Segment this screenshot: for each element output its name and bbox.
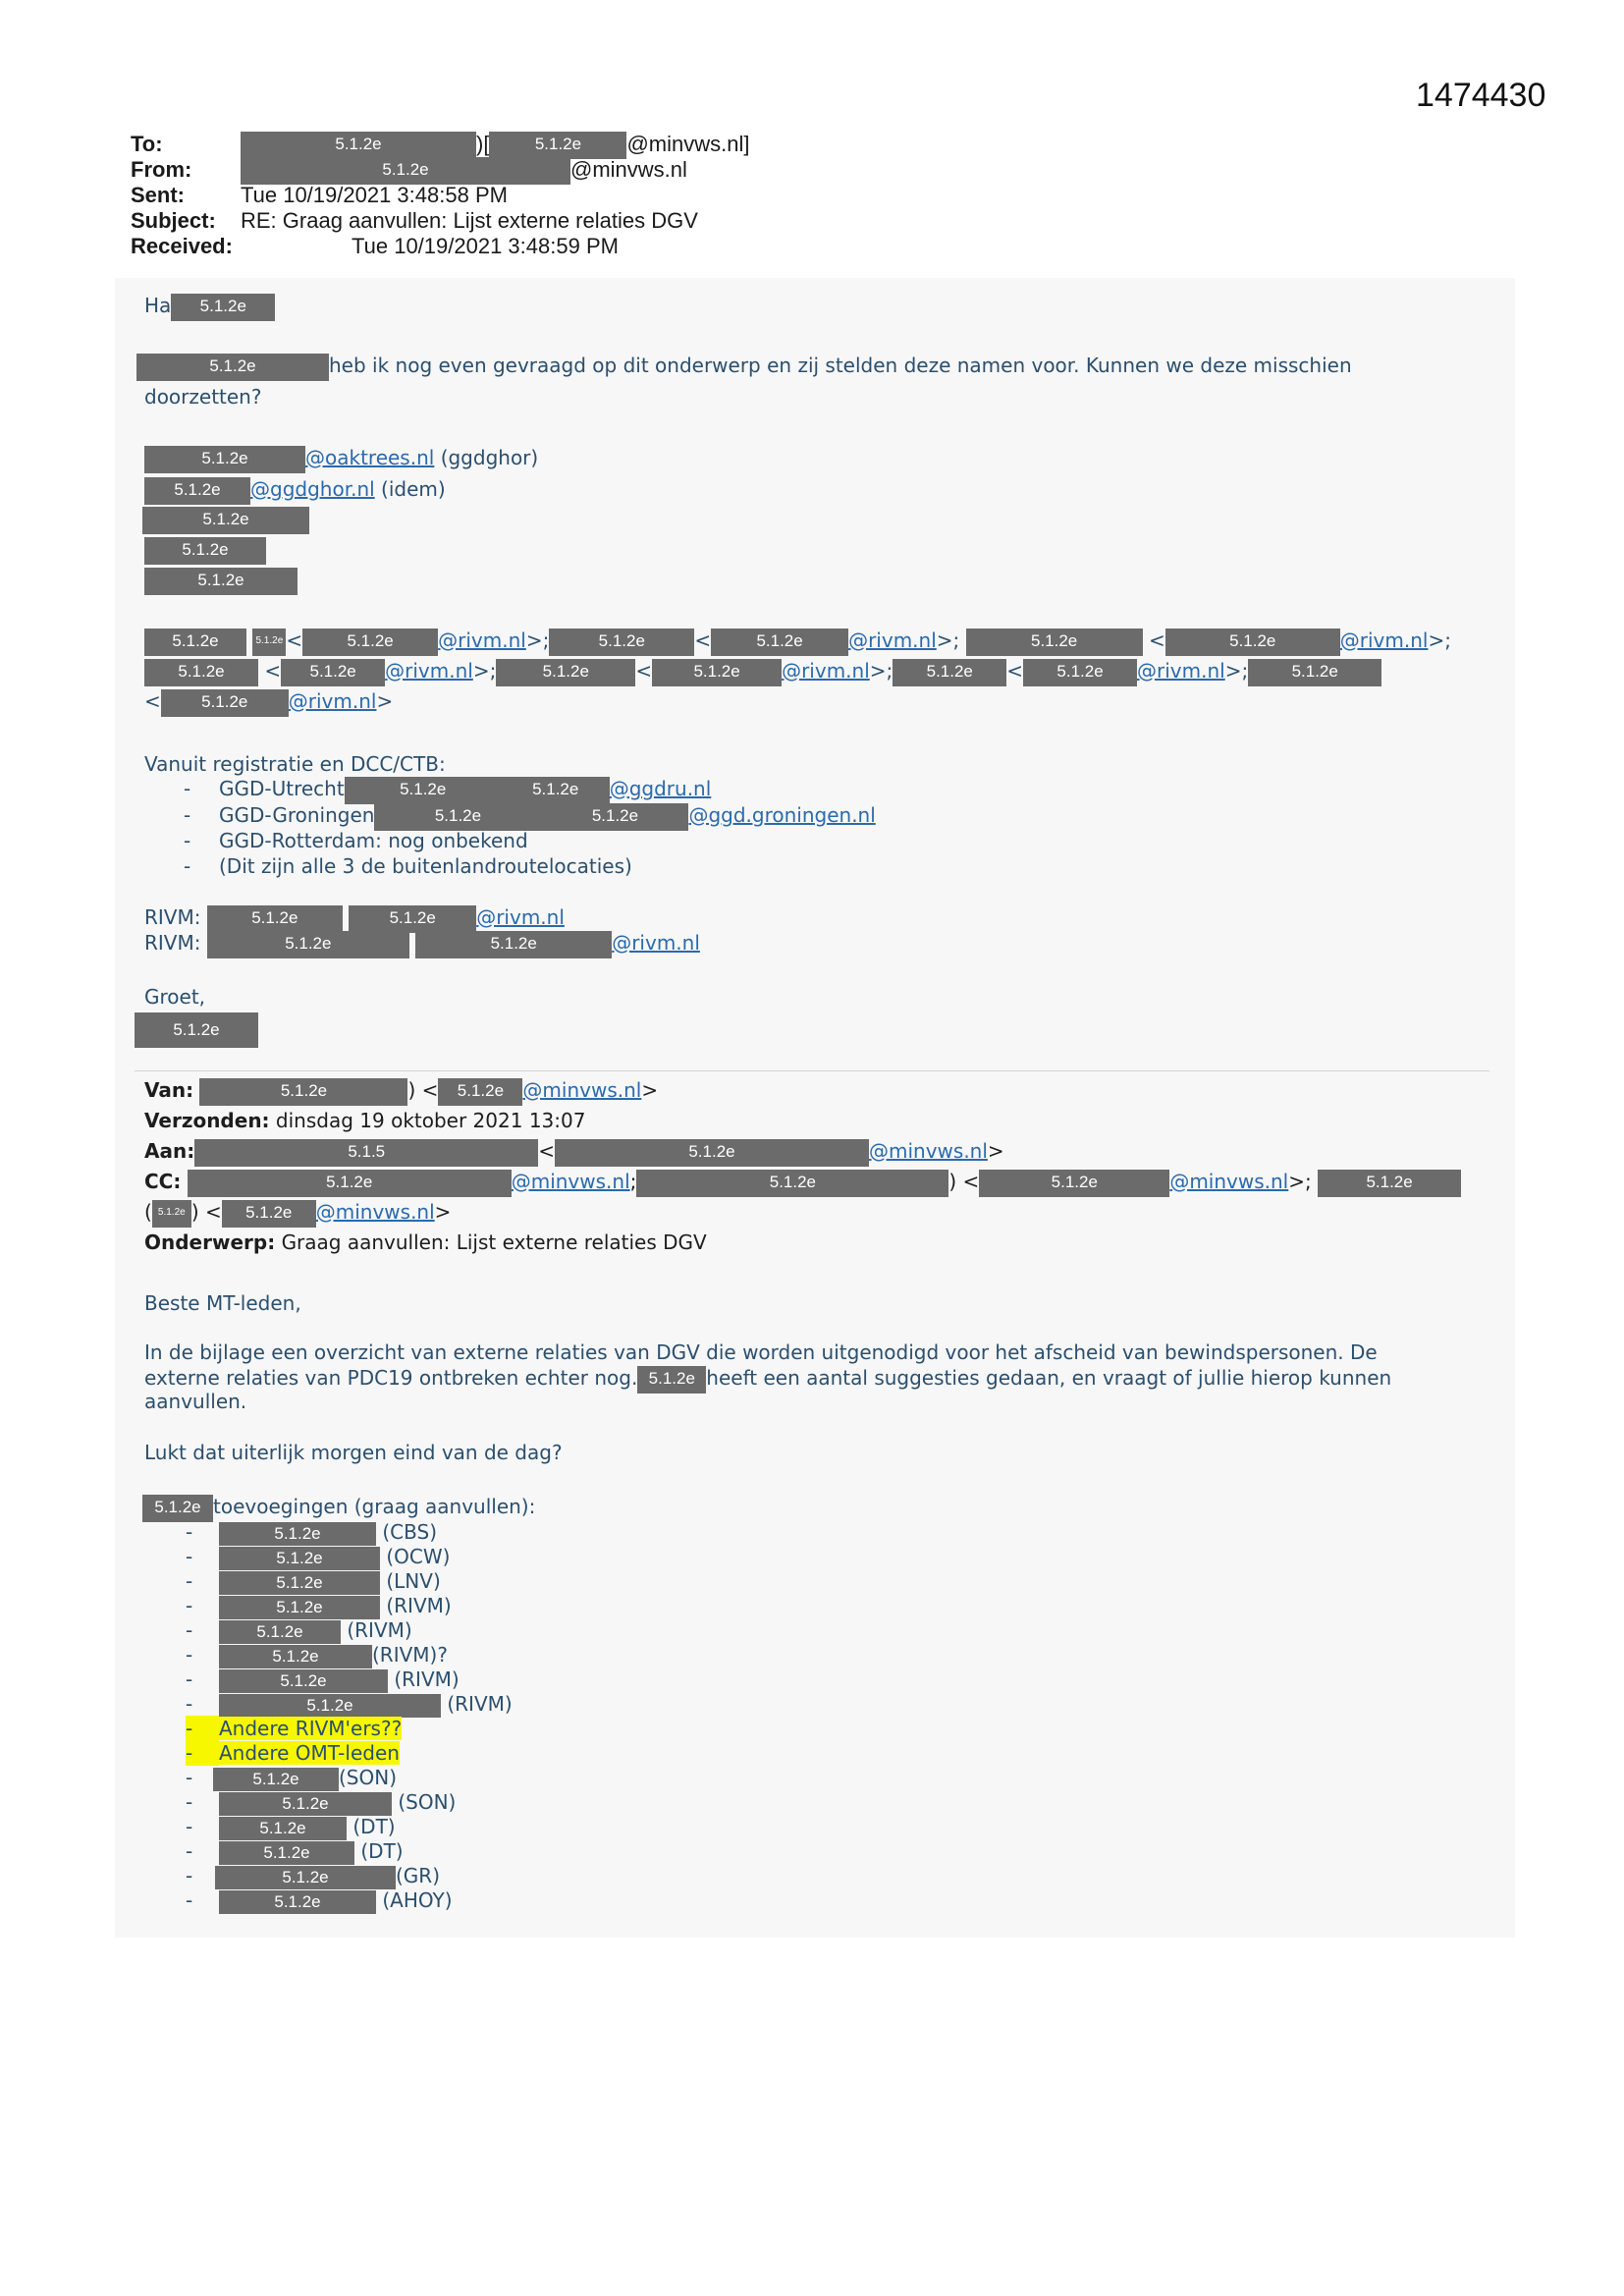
from-address: @minvws.nl: [570, 157, 687, 182]
rivm-contact-1: [144, 904, 565, 933]
item-text: (RIVM)?: [372, 1643, 448, 1667]
list-item: - 5.1.2e (RIVM): [186, 1594, 452, 1617]
cc-label: CC:: [144, 1170, 182, 1193]
item-text: (AHOY): [382, 1888, 453, 1912]
redaction: 5.1.2e: [893, 659, 1006, 686]
redaction: 5.1.2e: [144, 568, 298, 595]
list-item: - 5.1.2e (RIVM): [186, 1618, 412, 1642]
note-text: (Dit zijn alle 3 de buitenlandroutelocaties): [219, 854, 632, 878]
redaction: 5.1.2e: [144, 477, 250, 505]
redaction: 5.1.2e: [188, 1170, 512, 1197]
email-link[interactable]: @minvws.nl: [522, 1078, 642, 1102]
ggd-name: GGD-Utrecht: [219, 777, 345, 800]
buitenland-item: - (Dit zijn alle 3 de buitenlandroutelocaties): [184, 854, 632, 878]
header-subject-row: [131, 208, 698, 234]
redaction: 5.1.2e: [219, 1817, 347, 1840]
item-text: (RIVM): [394, 1667, 460, 1691]
signature: [135, 1012, 258, 1048]
to-label: To:: [131, 132, 163, 156]
email-link[interactable]: @rivm.nl: [1137, 659, 1225, 683]
redaction: 5.1.2e: [215, 1866, 396, 1889]
item-text: (SON): [398, 1790, 457, 1814]
email-link[interactable]: @ggdru.nl: [609, 777, 712, 800]
email-link[interactable]: @rivm.nl: [288, 689, 377, 713]
item-text: Andere OMT-leden: [219, 1741, 400, 1765]
redaction: 5.1.2e: [281, 659, 385, 686]
redaction: 5.1.2e: [219, 1571, 380, 1595]
redaction: 5.1.2e: [652, 659, 782, 686]
redaction: 5.1.2e: [199, 1078, 407, 1106]
email-link[interactable]: @ggdghor.nl: [250, 477, 375, 501]
email-link[interactable]: @rivm.nl: [848, 629, 937, 652]
list-item: - 5.1.2e (RIVM)?: [186, 1643, 448, 1667]
item-text: (RIVM): [347, 1618, 412, 1642]
from-label: From:: [131, 157, 192, 182]
redaction: 5.1.2e: [219, 1890, 376, 1914]
redacted-line: [144, 567, 298, 595]
redaction: 5.1.2e: [213, 1768, 339, 1791]
redaction: 5.1.2e: [541, 803, 688, 831]
redacted-line: [144, 536, 266, 565]
list-item: - 5.1.2e (GR): [186, 1864, 440, 1887]
ggd-utrecht-item: - GGD-Utrecht 5.1.2e 5.1.2e @ggdru.nl: [184, 776, 711, 804]
ggd-groningen-item: - GGD-Groningen 5.1.2e 5.1.2e @ggd.groningen.nl: [184, 802, 876, 831]
redaction: 5.1.2e: [171, 294, 275, 321]
redaction: 5.1.5: [194, 1139, 538, 1167]
redaction: 5.1.2e: [252, 629, 286, 656]
sent-label: Sent:: [131, 183, 185, 207]
email-link[interactable]: @rivm.nl: [782, 659, 870, 683]
redaction: 5.1.2e: [966, 629, 1143, 656]
redaction: 5.1.2e: [1248, 659, 1381, 686]
email-link[interactable]: @rivm.nl: [476, 905, 565, 929]
redaction: 5.1.2e: [142, 1495, 213, 1522]
header-received-row: [131, 234, 619, 259]
redaction: 5.1.2e: [144, 537, 266, 565]
rivm-recipients-row-1: 5.1.2e 5.1.2e < 5.1.2e @rivm.nl>; 5.1.2e < 5.1.2e @rivm.nl>; 5.1.2e < 5.1.2e @rivm.nl>;: [144, 628, 1451, 656]
header-to-row: To: 5.1.2e )[ 5.1.2e @minvws.nl]: [131, 132, 749, 159]
redaction: 5.1.2e: [136, 354, 329, 381]
redaction: 5.1.2e: [555, 1139, 869, 1167]
reply-intro: [136, 353, 1352, 381]
sent-value: Tue 10/19/2021 3:48:58 PM: [241, 183, 508, 207]
verzonden-value: dinsdag 19 oktober 2021 13:07: [275, 1109, 586, 1132]
item-text: (RIVM): [386, 1594, 452, 1617]
redaction: 5.1.2e: [374, 803, 541, 831]
email-link[interactable]: @rivm.nl: [438, 629, 526, 652]
question: Lukt dat uiterlijk morgen eind van de dag?: [144, 1441, 563, 1464]
intro-line-1: heb ik nog even gevraagd op dit onderwerp en zij stelden deze namen voor. Kunnen we deze misschien: [329, 354, 1352, 377]
body-line-3: aanvullen.: [144, 1390, 247, 1413]
van-label: Van:: [144, 1078, 194, 1102]
list-heading-text: toevoegingen (graag aanvullen):: [213, 1495, 536, 1518]
rivm-recipients-row-3: < 5.1.2e @rivm.nl>: [144, 688, 393, 717]
registration-heading: Vanuit registratie en DCC/CTB:: [144, 752, 446, 776]
redaction: 5.1.2e: [135, 1012, 258, 1048]
onderwerp-label: Onderwerp:: [144, 1230, 276, 1254]
redaction: 5.1.2e: [144, 629, 246, 656]
redaction: 5.1.2e: [496, 659, 635, 686]
item-text: Andere RIVM'ers??: [219, 1717, 403, 1740]
item-text: (CBS): [382, 1520, 437, 1544]
redaction: 5.1.2e: [241, 157, 570, 185]
email-link[interactable]: @minvws.nl: [1169, 1170, 1289, 1193]
redaction: 5.1.2e: [636, 1170, 948, 1197]
redaction: 5.1.2e: [222, 1200, 316, 1228]
onderwerp-row: [144, 1230, 707, 1255]
email-link[interactable]: @rivm.nl: [612, 931, 700, 955]
header-sent-row: [131, 183, 508, 208]
rivm-recipients-row-2: 5.1.2e < 5.1.2e @rivm.nl>; 5.1.2e < 5.1.2e @rivm.nl>; 5.1.2e < 5.1.2e @rivm.nl>; 5.1.2e: [144, 658, 1381, 686]
list-item: - 5.1.2e (RIVM): [186, 1667, 460, 1691]
redaction: 5.1.2e: [345, 777, 502, 804]
intro-line-2: doorzetten?: [144, 385, 262, 409]
redaction: 5.1.2e: [241, 132, 476, 159]
redaction: 5.1.2e: [502, 777, 610, 804]
contact-oaktrees: [144, 445, 538, 473]
header-from-row: [131, 157, 687, 185]
list-heading: [142, 1494, 535, 1522]
list-item: - 5.1.2e (AHOY): [186, 1888, 453, 1912]
org-tag: (ggdghor): [440, 446, 539, 469]
document-id: 1474430: [1416, 77, 1546, 114]
list-item: - 5.1.2e (CBS): [186, 1520, 437, 1544]
redaction: 5.1.2e: [302, 629, 438, 656]
redaction: 5.1.2e: [219, 1669, 388, 1693]
item-text: (OCW): [386, 1545, 451, 1568]
cc-row-1: CC: 5.1.2e @minvws.nl; 5.1.2e ) < 5.1.2e @minvws.nl>; 5.1.2e: [144, 1169, 1461, 1197]
van-row: Van: 5.1.2e ) < 5.1.2e @minvws.nl>: [144, 1077, 658, 1106]
redaction: 5.1.2e: [711, 629, 848, 656]
email-link[interactable]: @minvws.nl: [868, 1139, 988, 1163]
onderwerp-value: Graag aanvullen: Lijst externe relaties DGV: [281, 1230, 707, 1254]
redaction: 5.1.2e: [219, 1694, 441, 1718]
redaction: 5.1.2e: [219, 1620, 341, 1644]
redaction: 5.1.2e: [489, 132, 626, 159]
body-text: externe relaties van PDC19 ontbreken echter nog.: [144, 1366, 638, 1390]
subject-value: RE: Graag aanvullen: Lijst externe relaties DGV: [241, 208, 698, 233]
contact-ggdghor: [144, 476, 446, 505]
email-link[interactable]: @rivm.nl: [385, 659, 473, 683]
ggd-text: GGD-Rotterdam: nog onbekend: [219, 829, 528, 852]
list-item: - 5.1.2e (RIVM): [186, 1692, 513, 1716]
redaction: 5.1.2e: [637, 1366, 706, 1394]
list-item-highlighted: - Andere OMT-leden: [186, 1741, 400, 1765]
ggd-rotterdam-item: - GGD-Rotterdam: nog onbekend: [184, 829, 528, 852]
received-label: Received:: [131, 234, 233, 258]
list-item: - 5.1.2e (SON): [186, 1766, 398, 1789]
redaction: 5.1.2e: [152, 1200, 191, 1228]
item-text: (SON): [339, 1766, 398, 1789]
item-text: (RIVM): [447, 1692, 513, 1716]
item-text: (DT): [360, 1839, 404, 1863]
rivm-contact-2: [144, 930, 700, 958]
redaction: 5.1.2e: [1023, 659, 1137, 686]
greeting-text: Ha: [144, 294, 172, 317]
subject-label: Subject:: [131, 208, 216, 233]
reply-greeting: [144, 293, 275, 321]
body-line-1: In de bijlage een overzicht van externe relaties van DGV die worden uitgenodigd voor het afscheid van bewindspersonen. De: [144, 1340, 1378, 1364]
redaction: 5.1.2e: [1165, 629, 1340, 656]
rivm-label: RIVM:: [144, 931, 201, 955]
list-item-highlighted: - Andere RIVM'ers??: [186, 1717, 403, 1740]
redaction: 5.1.2e: [438, 1078, 522, 1106]
verzonden-label: Verzonden:: [144, 1109, 270, 1132]
redacted-line: [142, 506, 309, 534]
redaction: 5.1.2e: [207, 931, 409, 958]
list-item: - 5.1.2e (OCW): [186, 1545, 451, 1568]
cc-row-2: ( 5.1.2e ) < 5.1.2e @minvws.nl>: [144, 1199, 451, 1228]
redaction: 5.1.2e: [219, 1792, 392, 1816]
aan-row: Aan: 5.1.5 < 5.1.2e @minvws.nl>: [144, 1138, 1004, 1167]
salutation: Beste MT-leden,: [144, 1291, 301, 1315]
redaction: 5.1.2e: [349, 905, 476, 933]
item-text: (LNV): [386, 1569, 441, 1593]
rivm-label: RIVM:: [144, 905, 201, 929]
org-tag: (idem): [381, 477, 446, 501]
redaction: 5.1.2e: [219, 1841, 354, 1865]
closing: Groet,: [144, 985, 206, 1009]
list-item: - 5.1.2e (DT): [186, 1815, 396, 1838]
redaction: 5.1.2e: [207, 905, 343, 933]
body-line-2: [144, 1365, 1391, 1394]
email-link[interactable]: @rivm.nl: [1339, 629, 1429, 652]
ggd-name: GGD-Groningen: [219, 803, 375, 827]
email-link[interactable]: @minvws.nl: [511, 1170, 630, 1193]
verzonden-row: [144, 1108, 585, 1133]
redaction: 5.1.2e: [161, 689, 289, 717]
redaction: 5.1.2e: [549, 629, 694, 656]
list-item: - 5.1.2e (LNV): [186, 1569, 441, 1593]
redaction: 5.1.2e: [219, 1645, 372, 1668]
email-link[interactable]: @ggd.groningen.nl: [688, 803, 876, 827]
redaction: 5.1.2e: [979, 1170, 1169, 1197]
message-separator: [135, 1070, 1489, 1071]
redaction: 5.1.2e: [144, 446, 305, 473]
item-text: (GR): [396, 1864, 440, 1887]
received-value: Tue 10/19/2021 3:48:59 PM: [352, 234, 619, 258]
to-address: @minvws.nl]: [626, 132, 750, 156]
redaction: 5.1.2e: [219, 1547, 380, 1570]
redaction: 5.1.2e: [1318, 1170, 1461, 1197]
redaction: 5.1.2e: [142, 507, 309, 534]
list-item: - 5.1.2e (SON): [186, 1790, 457, 1814]
redaction: 5.1.2e: [219, 1522, 376, 1546]
redaction: 5.1.2e: [415, 931, 612, 958]
redaction: 5.1.2e: [144, 659, 258, 686]
redaction: 5.1.2e: [219, 1596, 380, 1619]
aan-label: Aan:: [144, 1139, 195, 1163]
email-link[interactable]: @oaktrees.nl: [305, 446, 435, 469]
list-item: - 5.1.2e (DT): [186, 1839, 404, 1863]
item-text: (DT): [352, 1815, 396, 1838]
body-text: heeft een aantal suggesties gedaan, en vraagt of jullie hierop kunnen: [706, 1366, 1392, 1390]
email-link[interactable]: @minvws.nl: [315, 1200, 435, 1224]
